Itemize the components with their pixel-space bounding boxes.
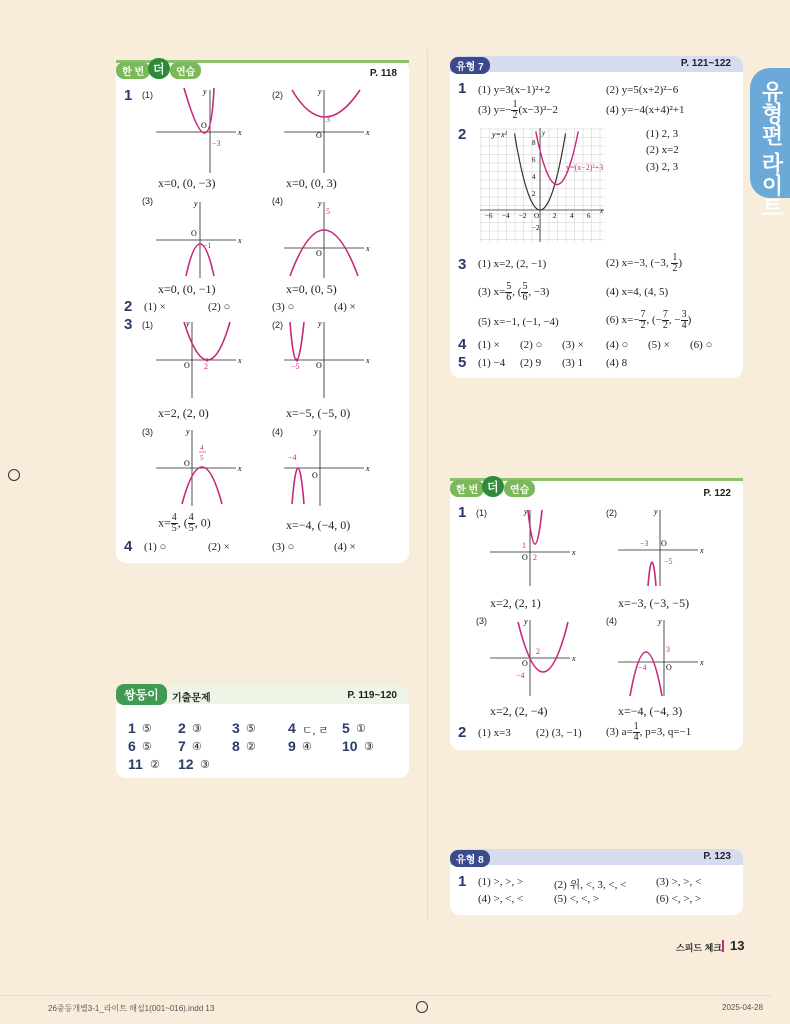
q3-part3-id: (3) — [142, 427, 153, 437]
svg-text:y: y — [318, 199, 322, 208]
q1-part2-caption: x=0, (0, 3) — [286, 176, 337, 190]
q3-part4-caption: x=−4, (−4, 0) — [286, 518, 351, 532]
q4-item: (2) × — [208, 541, 230, 553]
frac-num: 1 — [672, 252, 678, 263]
column-divider — [427, 50, 428, 920]
svg-text:x: x — [238, 356, 242, 365]
registration-mark-icon — [8, 469, 20, 481]
graph-rm-3 — [490, 618, 600, 698]
footer-section: 스피드 체크 — [676, 943, 722, 953]
q4-item: (3) ○ — [272, 541, 295, 553]
frac-den: 2 — [662, 320, 668, 331]
answer-value: ② — [150, 759, 160, 771]
graph-label-1: y=x² — [492, 130, 507, 139]
q3-part3-caption — [158, 513, 211, 534]
answer-value: ③ — [200, 759, 210, 771]
badge-type7: 유형 7 — [450, 57, 490, 74]
svg-text:2: 2 — [536, 647, 540, 656]
svg-text:−5: −5 — [664, 557, 673, 566]
q1-a1: (1) y=3(x−1)²+2 — [478, 84, 551, 96]
cap-mid: , ( — [177, 515, 188, 530]
svg-text:6: 6 — [587, 212, 591, 220]
frac-den: 4 — [633, 732, 639, 743]
svg-text:−4: −4 — [638, 663, 647, 672]
svg-text:O: O — [312, 471, 318, 480]
q2-item: (3) ○ — [272, 301, 295, 313]
graph-rm-4 — [618, 618, 728, 698]
frac-7-2 — [639, 310, 646, 331]
q1-part4-caption: x=−4, (−4, 3) — [618, 704, 683, 718]
svg-text:−1: −1 — [203, 241, 212, 250]
graph-label-2: y=(x−2)²+3 — [566, 163, 604, 172]
svg-text:O: O — [201, 121, 207, 130]
badge-yeonseup: 연습 — [170, 62, 201, 79]
answer-number: 11 — [128, 756, 143, 772]
svg-text:−3: −3 — [640, 539, 649, 548]
answer-value: ③ — [192, 723, 202, 735]
frac-1-4 — [633, 722, 640, 743]
svg-text:4: 4 — [200, 444, 204, 452]
answer-number: 4 — [288, 720, 296, 736]
q5-item: (2) 9 — [520, 357, 542, 369]
answer-number: 1 — [128, 720, 136, 736]
q3-part1-id: (1) — [142, 320, 153, 330]
q2-number: 2 — [458, 724, 467, 741]
graph-q1-4 — [284, 200, 394, 280]
q1-part3-caption: x=0, (0, −1) — [158, 282, 216, 296]
graph-q3-1 — [156, 320, 266, 400]
answer-value: ⑤ — [142, 741, 152, 753]
frac-num: 7 — [640, 309, 646, 320]
badge-deo: 더 — [482, 476, 504, 497]
frac-num: 4 — [171, 512, 177, 523]
q5-item: (1) −4 — [478, 357, 506, 369]
footer-date: 2025-04-28 — [722, 1003, 763, 1012]
cap-end: , 0) — [194, 515, 211, 530]
q1-part2-id: (2) — [272, 90, 283, 100]
q2-number: 2 — [458, 126, 467, 143]
q4-item: (2) ○ — [520, 339, 543, 351]
answer-value: ⑤ — [142, 723, 152, 735]
svg-text:y: y — [194, 199, 198, 208]
frac-3-4 — [681, 310, 688, 331]
svg-text:x: x — [366, 356, 370, 365]
frac-4-5 — [188, 513, 195, 534]
svg-text:x: x — [700, 546, 704, 555]
svg-text:O: O — [316, 131, 322, 140]
q5-number: 5 — [458, 354, 467, 371]
q1-a3: (3) >, >, < — [656, 876, 702, 888]
svg-text:x: x — [700, 658, 704, 667]
q3-a4: (4) x=4, (4, 5) — [606, 286, 669, 298]
registration-mark-icon — [416, 1001, 428, 1013]
svg-text:y: y — [186, 319, 190, 328]
q4-number: 4 — [124, 538, 133, 555]
answer-value: ② — [246, 741, 256, 753]
svg-text:O: O — [534, 212, 540, 220]
frac-den: 5 — [188, 523, 194, 534]
left-bottom-card — [116, 686, 409, 778]
svg-text:x: x — [572, 548, 576, 557]
svg-text:y: y — [542, 129, 546, 137]
svg-text:y: y — [524, 617, 528, 626]
q1-part1-id: (1) — [142, 90, 153, 100]
answer-number: 6 — [128, 738, 136, 754]
q1-number: 1 — [458, 873, 467, 890]
right-bottom-card — [450, 849, 743, 915]
svg-text:−2: −2 — [519, 212, 527, 220]
frac-num: 3 — [681, 309, 687, 320]
a3-post: (x−3)²−2 — [518, 104, 559, 117]
q1-part1-caption: x=2, (2, 1) — [490, 596, 541, 610]
q2-ans: (3) 2, 3 — [646, 161, 679, 173]
svg-text:−4: −4 — [288, 453, 297, 462]
svg-text:−4: −4 — [502, 212, 510, 220]
answer-number: 5 — [342, 720, 350, 736]
a6-pre: (6) x=− — [606, 314, 640, 327]
q1-a1: (1) >, >, > — [478, 876, 524, 888]
q3-number: 3 — [458, 256, 467, 273]
svg-text:y: y — [524, 507, 528, 516]
q4-item: (1) ○ — [144, 541, 167, 553]
svg-text:x: x — [366, 464, 370, 473]
a3-post: , p=3, q=−1 — [639, 726, 692, 739]
graph-q1-2 — [284, 88, 394, 173]
frac-den: 6 — [506, 292, 512, 303]
q3-part2-id: (2) — [272, 320, 283, 330]
q2-ans: (2) x=2 — [646, 144, 679, 156]
answer-number: 10 — [342, 738, 358, 754]
badge-type8: 유형 8 — [450, 850, 490, 867]
svg-text:2: 2 — [533, 553, 537, 562]
graph-rm-1 — [490, 508, 600, 588]
q5-item: (3) 1 — [562, 357, 584, 369]
q1-a4: (4) y=−4(x+4)²+1 — [606, 104, 685, 116]
answer-value: ㄷ, ㄹ — [302, 725, 329, 737]
svg-text:5: 5 — [200, 454, 204, 462]
page-ref: P. 123 — [703, 851, 731, 862]
answer-number: 12 — [178, 756, 194, 772]
q1-part2-caption: x=−3, (−3, −5) — [618, 596, 690, 610]
frac-5-6 — [505, 282, 512, 303]
q3-a6: (6) x=− $\frac{7}{2}$ , (− $\frac{7}{2}$ , − $\frac{3}{4}$ ) — [606, 309, 692, 331]
graph-q3-3 — [156, 428, 266, 508]
frac-num: 1 — [633, 721, 639, 732]
q4-item: (4) × — [334, 541, 356, 553]
q1-a6: (6) <, >, > — [656, 893, 702, 905]
svg-text:−6: −6 — [485, 212, 493, 220]
footer-file: 26중등개별3-1_라이트 해설1(001~016).indd 13 — [48, 1004, 215, 1013]
graph-q2-grid — [480, 128, 604, 242]
footer-page: 13 — [730, 938, 745, 953]
q4-item: (6) ○ — [690, 339, 713, 351]
a3-pre: (3) a= — [606, 726, 633, 739]
svg-text:O: O — [191, 229, 197, 238]
q2-item: (2) ○ — [208, 301, 231, 313]
svg-text:−3: −3 — [212, 139, 221, 148]
page-ref: P. 119~120 — [347, 690, 397, 701]
q1-part3-id: (3) — [476, 616, 487, 626]
answer-value: ③ — [364, 741, 374, 753]
frac-num: 1 — [512, 99, 518, 110]
q3-number: 3 — [124, 316, 133, 333]
a3-pre: (3) y=− — [478, 104, 512, 117]
q1-a4: (4) >, <, < — [478, 893, 524, 905]
q2-a2: (2) (3, −1) — [536, 727, 582, 739]
svg-text:2: 2 — [204, 362, 208, 371]
graph-q1-1 — [156, 88, 266, 173]
q3-a2 — [606, 253, 682, 274]
q1-part4-id: (4) — [606, 616, 617, 626]
svg-text:2: 2 — [553, 212, 557, 220]
graph-rm-2 — [618, 508, 728, 588]
svg-text:x: x — [366, 244, 370, 253]
card-header-bar — [450, 849, 743, 865]
frac-num: 5 — [522, 281, 528, 292]
a3-pre: (3) x= — [478, 286, 506, 299]
page-ref: P. 121~122 — [680, 58, 731, 69]
answer-value: ① — [356, 723, 366, 735]
svg-text:8: 8 — [532, 139, 536, 147]
svg-text:y: y — [654, 507, 658, 516]
frac-den: 5 — [171, 523, 177, 534]
svg-text:O: O — [316, 249, 322, 258]
q2-a3 — [606, 722, 691, 743]
q1-part1-id: (1) — [476, 508, 487, 518]
svg-text:O: O — [522, 553, 528, 562]
right-mid-card — [450, 478, 743, 750]
frac-den: 2 — [512, 110, 518, 121]
answer-number: 2 — [178, 720, 186, 736]
q2-a1: (1) x=3 — [478, 727, 511, 739]
frac-4-5 — [171, 513, 178, 534]
svg-text:y: y — [314, 427, 318, 436]
q2-ans: (1) 2, 3 — [646, 128, 679, 140]
frac-num: 5 — [506, 281, 512, 292]
svg-text:x: x — [238, 236, 242, 245]
svg-text:O: O — [184, 361, 190, 370]
svg-text:O: O — [184, 459, 190, 468]
a2-text: (2) x=−3, (−3, — [606, 257, 672, 270]
answer-value: ⑤ — [246, 723, 256, 735]
a3-end: , −3) — [528, 286, 550, 299]
svg-text:x: x — [572, 654, 576, 663]
svg-text:2: 2 — [532, 190, 536, 198]
svg-text:O: O — [316, 361, 322, 370]
svg-text:y: y — [658, 617, 662, 626]
frac-num: 4 — [188, 512, 194, 523]
a2-end: ) — [678, 257, 683, 270]
q3-a1: (1) x=2, (2, −1) — [478, 258, 547, 270]
answer-value: ④ — [302, 741, 312, 753]
svg-text:3: 3 — [326, 115, 330, 124]
q1-part1-caption: x=0, (0, −3) — [158, 176, 216, 190]
q2-item: (1) × — [144, 301, 166, 313]
frac-den: 4 — [681, 320, 687, 331]
q3-part2-caption: x=−5, (−5, 0) — [286, 406, 351, 420]
cap-pre: x= — [158, 515, 171, 530]
svg-text:4: 4 — [532, 173, 536, 181]
answer-number: 7 — [178, 738, 186, 754]
graph-q1-3 — [156, 200, 266, 280]
side-tab-label: 유형편 라이트 — [759, 80, 784, 219]
frac-7-2 — [662, 310, 669, 331]
badge-hanbeon: 한 번 — [116, 62, 150, 79]
svg-text:O: O — [522, 659, 528, 668]
svg-text:−4: −4 — [516, 671, 525, 680]
svg-text:4: 4 — [570, 212, 574, 220]
svg-text:y: y — [318, 87, 322, 96]
badge-hanbeon: 한 번 — [450, 480, 484, 497]
svg-text:x: x — [600, 207, 604, 215]
left-top-card — [116, 60, 409, 563]
answer-number: 8 — [232, 738, 240, 754]
svg-text:−5: −5 — [291, 362, 300, 371]
frac-den: 6 — [522, 292, 528, 303]
q4-number: 4 — [458, 336, 467, 353]
frac-den: 2 — [672, 263, 678, 274]
page-ref: P. 118 — [369, 68, 397, 79]
svg-text:y: y — [186, 427, 190, 436]
q2-number: 2 — [124, 298, 133, 315]
q4-item: (5) × — [648, 339, 670, 351]
badge-yeonseup: 연습 — [504, 480, 535, 497]
q3-a5: (5) x=−1, (−1, −4) — [478, 316, 559, 328]
footer-divider — [722, 940, 724, 952]
footer-rule — [0, 995, 772, 996]
svg-text:O: O — [666, 663, 672, 672]
frac-den: 2 — [640, 320, 646, 331]
q1-part4-id: (4) — [272, 196, 283, 206]
q4-item: (4) ○ — [606, 339, 629, 351]
q1-part3-caption: x=2, (2, −4) — [490, 704, 548, 718]
svg-text:1: 1 — [522, 541, 526, 550]
q1-a2: (2) 위, <, 3, <, < — [554, 879, 627, 891]
right-top-card — [450, 56, 743, 378]
frac-num: 7 — [662, 309, 668, 320]
q2-item: (4) × — [334, 301, 356, 313]
svg-text:y: y — [203, 87, 207, 96]
badge-ssangdungi: 쌍둥이 — [116, 684, 167, 705]
svg-text:−2: −2 — [532, 224, 540, 232]
q4-item: (1) × — [478, 339, 500, 351]
svg-text:5: 5 — [326, 207, 330, 216]
svg-text:6: 6 — [532, 156, 536, 164]
q1-a3 — [478, 100, 558, 121]
answer-value: ④ — [192, 741, 202, 753]
q1-part2-id: (2) — [606, 508, 617, 518]
graph-q3-4 — [284, 428, 394, 508]
q4-item: (3) × — [562, 339, 584, 351]
answer-number: 3 — [232, 720, 240, 736]
q1-a5: (5) <, <, > — [554, 893, 600, 905]
svg-text:x: x — [366, 128, 370, 137]
q1-part4-caption: x=0, (0, 5) — [286, 282, 337, 296]
q3-a3: (3) x= $\frac{5}{6}$ , ( $\frac{5}{6}$ , −3) — [478, 281, 550, 303]
badge-deo: 더 — [148, 58, 170, 79]
q1-number: 1 — [458, 80, 467, 97]
q1-a2: (2) y=5(x+2)²−6 — [606, 84, 679, 96]
q1-number: 1 — [124, 87, 133, 104]
graph-q3-2 — [284, 320, 394, 400]
q1-number: 1 — [458, 504, 467, 521]
answer-number: 9 — [288, 738, 296, 754]
q5-item: (4) 8 — [606, 357, 628, 369]
svg-text:3: 3 — [666, 645, 670, 654]
svg-text:x: x — [238, 128, 242, 137]
badge-gichul: 기출문제 — [172, 693, 211, 704]
q1-part3-id: (3) — [142, 196, 153, 206]
q3-part1-caption: x=2, (2, 0) — [158, 406, 209, 420]
svg-text:x: x — [238, 464, 242, 473]
svg-text:O: O — [661, 539, 667, 548]
svg-text:y: y — [318, 319, 322, 328]
q3-part4-id: (4) — [272, 427, 283, 437]
page-ref: P. 122 — [703, 488, 731, 499]
